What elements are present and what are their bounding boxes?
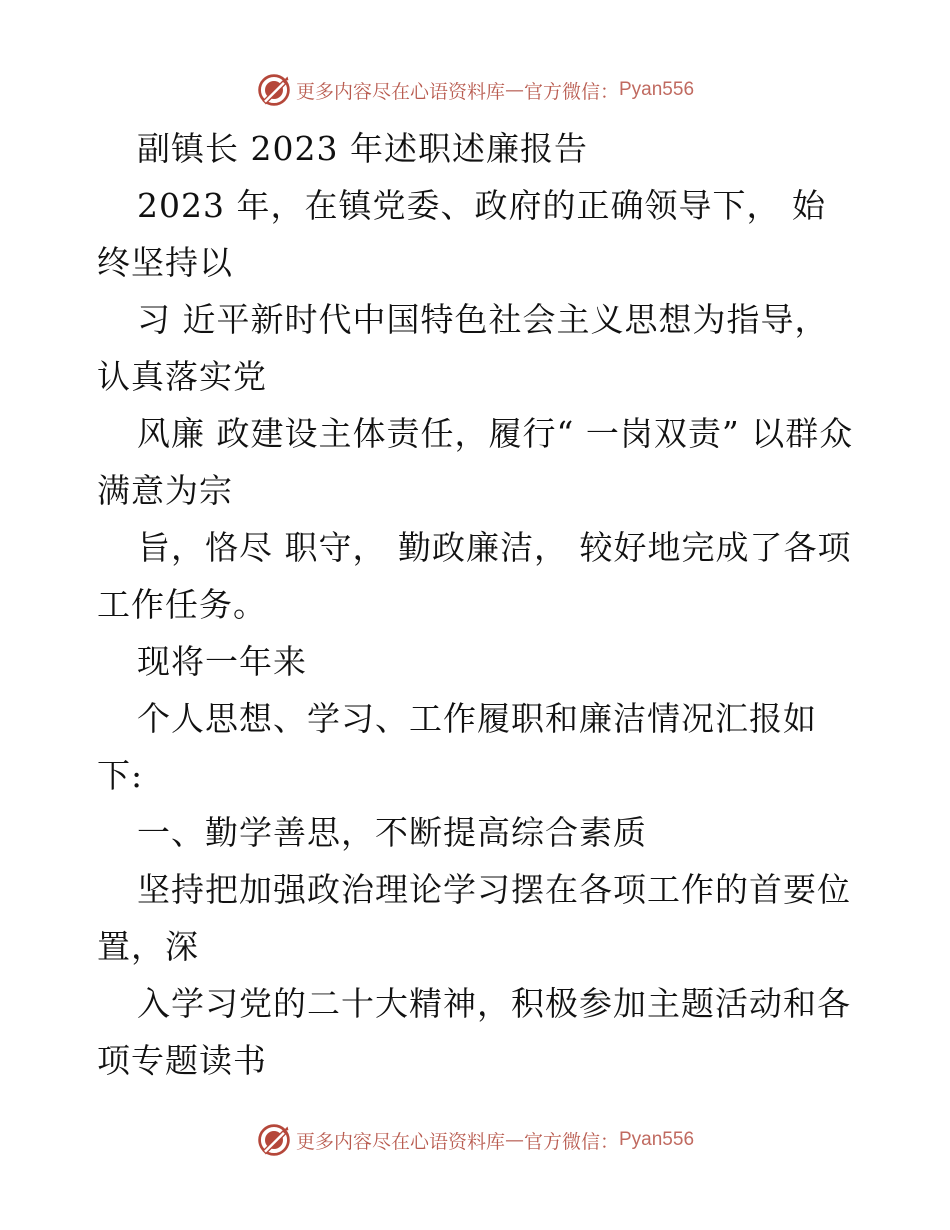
header-banner-main: 更多内容尽在心语资料库 bbox=[295, 80, 505, 103]
header-banner bbox=[0, 70, 950, 110]
document-title: 副镇长 2023 年述职述廉报告 bbox=[137, 129, 588, 168]
paragraph-line-3: 风廉 政建设主体责任，履行“ 一岗双责” 以群众满意为宗 bbox=[97, 414, 854, 510]
paragraph-line-2: 习 近平新时代中国特色社会主义思想为指导，认真落实党 bbox=[97, 300, 829, 396]
section-heading-1: 一、勤学善思，不断提高综合素质 bbox=[137, 813, 647, 852]
footer-banner-wx-id: Pyan556 bbox=[619, 1129, 695, 1150]
paragraph-line-7: 坚持把加强政治理论学习摆在各项工作的首要位置，深 bbox=[97, 870, 851, 966]
pen-logo-icon bbox=[256, 1122, 292, 1158]
paragraph-line-1: 2023 年，在镇党委、政府的正确领导下， 始终坚持以 bbox=[97, 186, 826, 282]
footer-banner-sep: — bbox=[504, 1129, 524, 1151]
header-banner-sep: — bbox=[504, 79, 524, 101]
footer-banner-wx-label: 官方微信： bbox=[523, 1130, 619, 1153]
header-banner-wx-label: 官方微信： bbox=[523, 80, 619, 103]
pen-logo-icon bbox=[256, 72, 292, 108]
paragraph-line-5: 现将一年来 bbox=[137, 642, 307, 681]
footer-banner bbox=[0, 1120, 950, 1160]
paragraph-line-4: 旨，恪尽 职守， 勤政廉洁， 较好地完成了各项工作任务。 bbox=[97, 528, 852, 624]
paragraph-line-6: 个人思想、学习、工作履职和廉洁情况汇报如下: bbox=[97, 699, 817, 795]
document-body bbox=[97, 120, 857, 1089]
paragraph-line-8: 入学习党的二十大精神，积极参加主题活动和各项专题读书 bbox=[97, 984, 851, 1080]
header-banner-wx-id: Pyan556 bbox=[619, 79, 695, 100]
footer-banner-main: 更多内容尽在心语资料库 bbox=[295, 1130, 505, 1153]
